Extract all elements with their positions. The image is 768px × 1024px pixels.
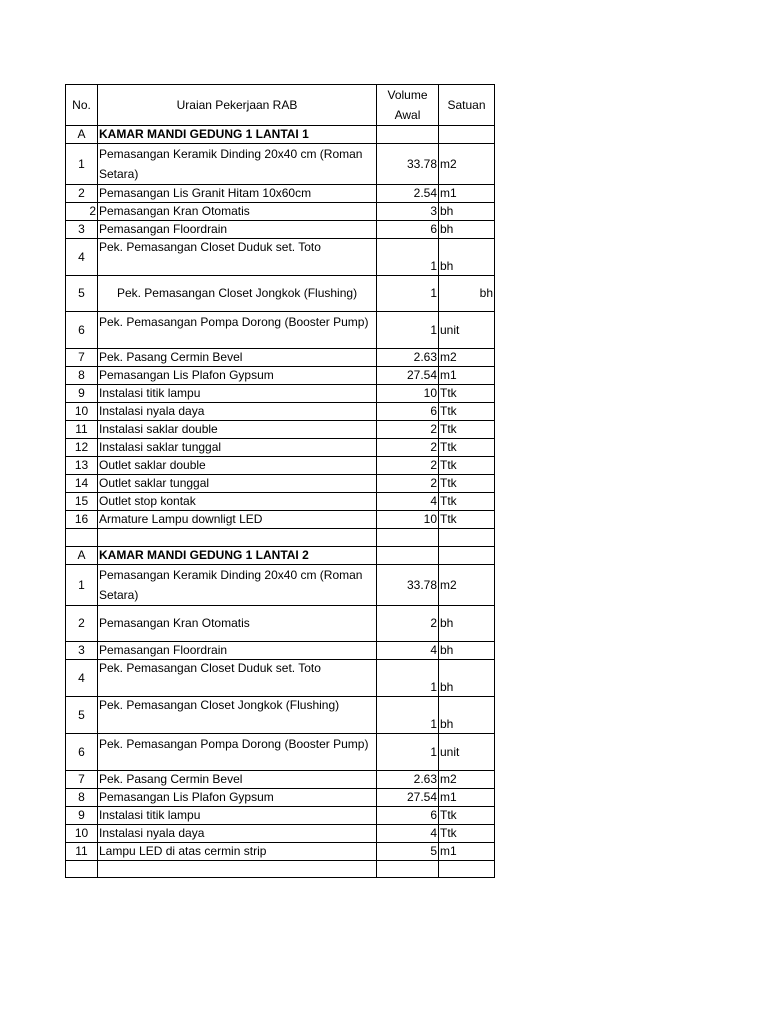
row-description: Pemasangan Lis Granit Hitam 10x60cm (98, 185, 377, 203)
row-unit: Ttk (439, 457, 495, 475)
table-row (66, 606, 495, 642)
table-row (66, 771, 495, 789)
row-volume: 6 (377, 221, 439, 239)
table-row (66, 457, 495, 475)
row-description: Pemasangan Floordrain (98, 642, 377, 660)
row-volume (377, 126, 439, 144)
row-unit (439, 547, 495, 565)
row-unit: bh (439, 660, 495, 697)
table-row (66, 660, 495, 697)
row-volume: 6 (377, 807, 439, 825)
table-row (66, 276, 495, 312)
row-number: A (66, 547, 98, 565)
table-row (66, 349, 495, 367)
row-number: 11 (66, 843, 98, 861)
row-number: 9 (66, 807, 98, 825)
row-number: 3 (66, 642, 98, 660)
row-unit: Ttk (439, 493, 495, 511)
row-description: Pemasangan Lis Plafon Gypsum (98, 367, 377, 385)
row-unit: Ttk (439, 403, 495, 421)
row-number: 8 (66, 789, 98, 807)
row-volume: 4 (377, 825, 439, 843)
header-description: Uraian Pekerjaan RAB (98, 85, 377, 126)
row-unit: Ttk (439, 511, 495, 529)
row-description: Pemasangan Keramik Dinding 20x40 cm (Roman Setara) (98, 144, 377, 185)
row-number (66, 861, 98, 878)
table-row (66, 734, 495, 771)
row-unit: m2 (439, 349, 495, 367)
row-number: 16 (66, 511, 98, 529)
table-row (66, 403, 495, 421)
row-number: 5 (66, 276, 98, 312)
row-unit: Ttk (439, 439, 495, 457)
row-unit: bh (439, 203, 495, 221)
row-volume: 3 (377, 203, 439, 221)
row-description: Instalasi saklar tunggal (98, 439, 377, 457)
table-row (66, 367, 495, 385)
row-description: Pek. Pemasangan Pompa Dorong (Booster Pump) (98, 734, 377, 771)
table-row (66, 843, 495, 861)
row-volume: 2.54 (377, 185, 439, 203)
row-number: 2 (66, 203, 98, 221)
row-unit: Ttk (439, 825, 495, 843)
table-row (66, 825, 495, 843)
row-unit (439, 126, 495, 144)
row-volume: 27.54 (377, 367, 439, 385)
row-number: 12 (66, 439, 98, 457)
row-volume: 1 (377, 239, 439, 276)
header-volume (377, 85, 439, 126)
row-unit: unit (439, 734, 495, 771)
table-row (66, 439, 495, 457)
row-description: Pek. Pasang Cermin Bevel (98, 349, 377, 367)
row-number: 2 (66, 606, 98, 642)
row-number: 6 (66, 312, 98, 349)
row-number: 1 (66, 144, 98, 185)
table-row (66, 126, 495, 144)
row-description: Armature Lampu downligt LED (98, 511, 377, 529)
row-number: 4 (66, 660, 98, 697)
row-number: 9 (66, 385, 98, 403)
row-volume: 27.54 (377, 789, 439, 807)
row-number: 15 (66, 493, 98, 511)
row-number: 7 (66, 349, 98, 367)
row-number: 2 (66, 185, 98, 203)
row-description: Pemasangan Floordrain (98, 221, 377, 239)
table-row (66, 185, 495, 203)
row-unit: Ttk (439, 385, 495, 403)
header-volume-line1: Volume (387, 88, 428, 102)
row-unit: bh (439, 276, 495, 312)
row-unit: m1 (439, 185, 495, 203)
row-unit: m1 (439, 367, 495, 385)
row-number: 5 (66, 697, 98, 734)
row-description: Lampu LED di atas cermin strip (98, 843, 377, 861)
table-row (66, 239, 495, 276)
table-row (66, 312, 495, 349)
row-volume: 33.78 (377, 144, 439, 185)
row-description (98, 861, 377, 878)
row-unit: bh (439, 642, 495, 660)
row-description: Pek. Pemasangan Closet Jongkok (Flushing) (98, 276, 377, 312)
table-row (66, 221, 495, 239)
row-description: Pek. Pasang Cermin Bevel (98, 771, 377, 789)
row-unit: Ttk (439, 421, 495, 439)
header-row (66, 85, 495, 126)
table-row (66, 565, 495, 606)
row-description (98, 529, 377, 547)
row-number: 10 (66, 825, 98, 843)
row-unit (439, 861, 495, 878)
row-volume: 1 (377, 312, 439, 349)
row-volume (377, 547, 439, 565)
row-unit: m2 (439, 144, 495, 185)
table-row (66, 642, 495, 660)
header-volume-line2: Awal (394, 108, 421, 122)
row-number: A (66, 126, 98, 144)
row-unit: bh (439, 697, 495, 734)
row-description: Instalasi nyala daya (98, 825, 377, 843)
row-number: 10 (66, 403, 98, 421)
row-unit: m2 (439, 565, 495, 606)
row-volume (377, 529, 439, 547)
table-row (66, 203, 495, 221)
row-number: 13 (66, 457, 98, 475)
row-volume: 33.78 (377, 565, 439, 606)
row-unit: Ttk (439, 807, 495, 825)
row-number: 7 (66, 771, 98, 789)
row-unit: m2 (439, 771, 495, 789)
table-row (66, 421, 495, 439)
row-volume: 4 (377, 642, 439, 660)
row-volume: 1 (377, 660, 439, 697)
table-row (66, 144, 495, 185)
row-description: Pek. Pemasangan Pompa Dorong (Booster Pump) (98, 312, 377, 349)
row-number: 3 (66, 221, 98, 239)
row-description: Pemasangan Lis Plafon Gypsum (98, 789, 377, 807)
row-volume: 2 (377, 421, 439, 439)
row-volume: 2 (377, 606, 439, 642)
row-description: Outlet saklar tunggal (98, 475, 377, 493)
row-description: Instalasi saklar double (98, 421, 377, 439)
table-row (66, 529, 495, 547)
row-number: 11 (66, 421, 98, 439)
row-volume: 2.63 (377, 349, 439, 367)
row-volume: 2 (377, 439, 439, 457)
row-unit: m1 (439, 843, 495, 861)
row-unit (439, 529, 495, 547)
table-row (66, 807, 495, 825)
table-row (66, 493, 495, 511)
row-description: Outlet saklar double (98, 457, 377, 475)
row-description: Pemasangan Kran Otomatis (98, 203, 377, 221)
row-description: Outlet stop kontak (98, 493, 377, 511)
table-row (66, 511, 495, 529)
row-volume: 1 (377, 734, 439, 771)
table-row (66, 789, 495, 807)
header-unit: Satuan (439, 85, 495, 126)
row-volume: 2 (377, 475, 439, 493)
row-volume: 4 (377, 493, 439, 511)
table-row (66, 697, 495, 734)
rab-table (65, 84, 495, 878)
row-description: Pemasangan Kran Otomatis (98, 606, 377, 642)
table-row (66, 547, 495, 565)
row-volume: 5 (377, 843, 439, 861)
row-unit: Ttk (439, 475, 495, 493)
table-row (66, 861, 495, 878)
row-unit: bh (439, 239, 495, 276)
row-unit: unit (439, 312, 495, 349)
row-unit: m1 (439, 789, 495, 807)
row-number: 6 (66, 734, 98, 771)
row-volume: 10 (377, 385, 439, 403)
row-volume: 1 (377, 697, 439, 734)
row-unit: bh (439, 221, 495, 239)
row-volume: 1 (377, 276, 439, 312)
row-volume: 10 (377, 511, 439, 529)
row-description: Pek. Pemasangan Closet Duduk set. Toto (98, 239, 377, 276)
row-description: Instalasi nyala daya (98, 403, 377, 421)
row-volume: 6 (377, 403, 439, 421)
row-number: 1 (66, 565, 98, 606)
row-number: 14 (66, 475, 98, 493)
row-number: 8 (66, 367, 98, 385)
row-description: Pek. Pemasangan Closet Duduk set. Toto (98, 660, 377, 697)
row-number (66, 529, 98, 547)
row-description: Pemasangan Keramik Dinding 20x40 cm (Roman Setara) (98, 565, 377, 606)
row-description: Pek. Pemasangan Closet Jongkok (Flushing) (98, 697, 377, 734)
row-number: 4 (66, 239, 98, 276)
table-row (66, 475, 495, 493)
header-no: No. (66, 85, 98, 126)
row-volume: 2.63 (377, 771, 439, 789)
row-volume: 2 (377, 457, 439, 475)
row-description: KAMAR MANDI GEDUNG 1 LANTAI 2 (98, 547, 377, 565)
table-row (66, 385, 495, 403)
row-description: Instalasi titik lampu (98, 385, 377, 403)
row-description: KAMAR MANDI GEDUNG 1 LANTAI 1 (98, 126, 377, 144)
row-unit: bh (439, 606, 495, 642)
row-volume (377, 861, 439, 878)
row-description: Instalasi titik lampu (98, 807, 377, 825)
